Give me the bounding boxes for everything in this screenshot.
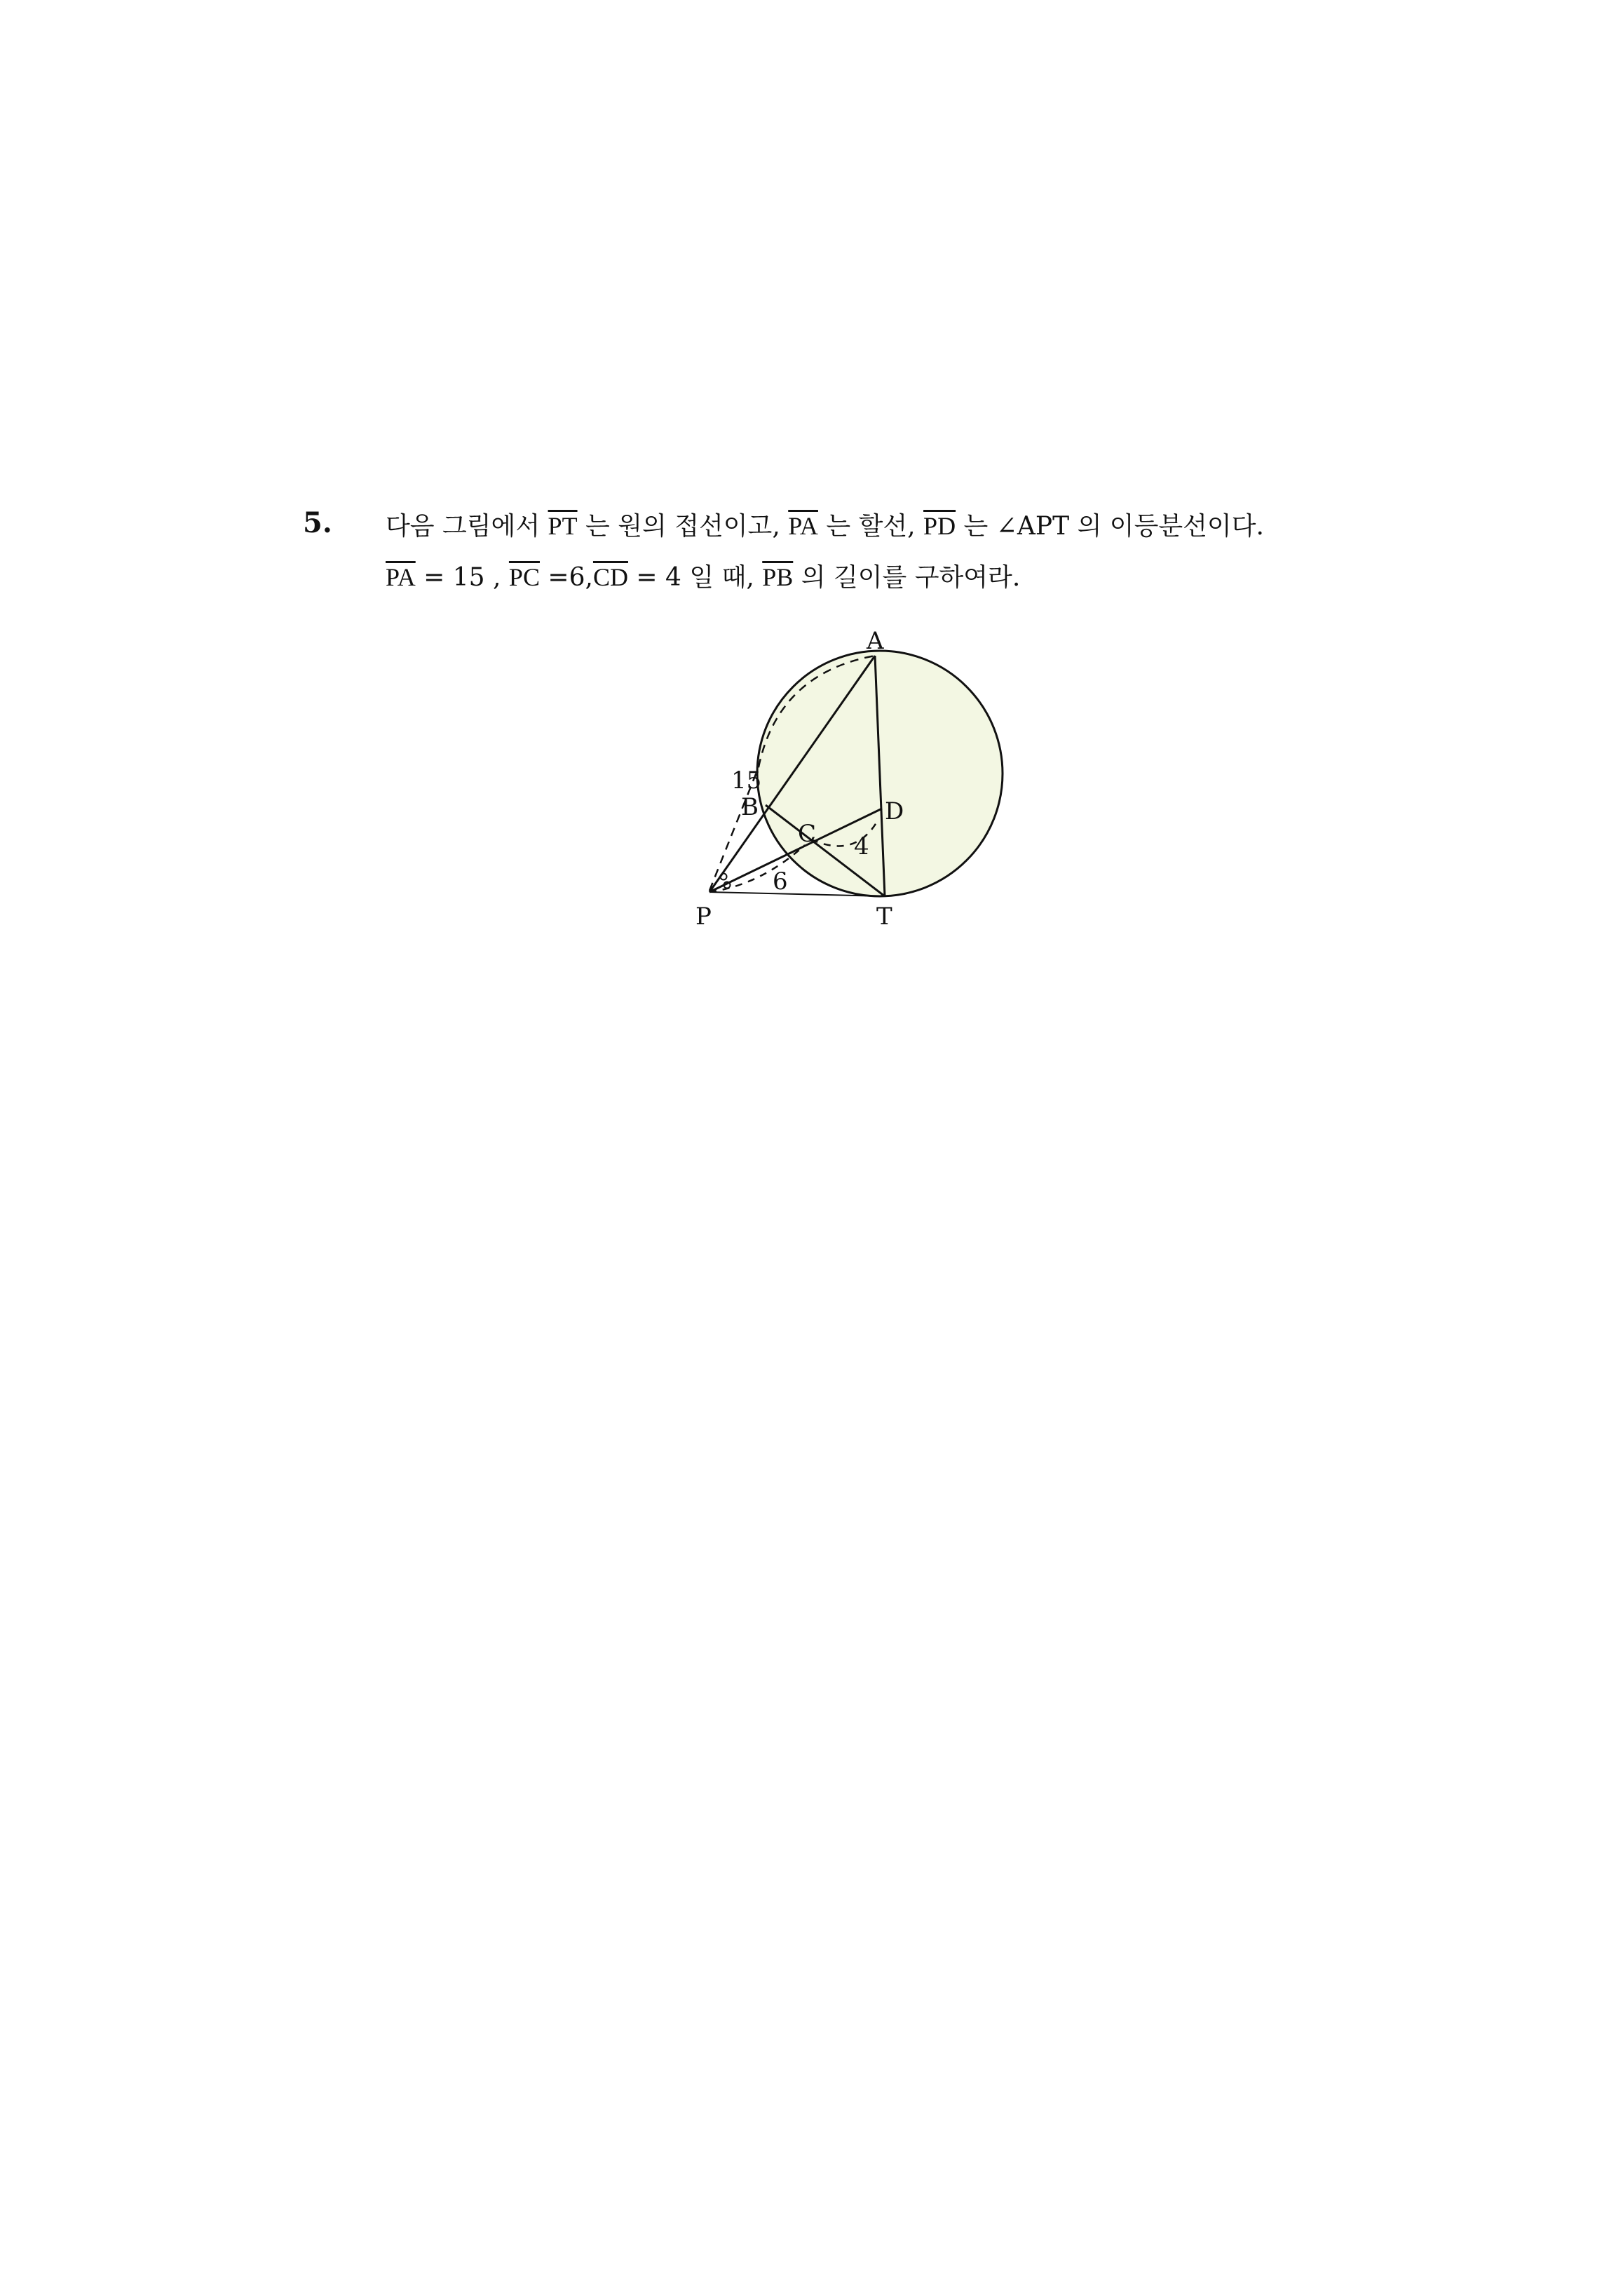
statement-text: 다음 그림에서	[386, 512, 548, 541]
statement-text: 는 할선,	[817, 512, 924, 541]
label-c: C	[798, 820, 817, 848]
problem-statement-line-2	[386, 558, 1020, 593]
statement-text: 는 원의 접선이고,	[577, 512, 789, 541]
label-b: B	[741, 793, 759, 821]
statement-text: 는 ∠APT 의 이등분선이다.	[956, 512, 1264, 541]
segment-name: $\overline{PT}$	[548, 512, 578, 540]
label-length-pc: 6	[773, 867, 788, 896]
segment-name: $\overline{PC}$	[508, 563, 540, 591]
statement-text: = 15 ,	[415, 563, 509, 592]
problem-statement-line-1	[386, 506, 1264, 542]
segment-name: $\overline{PA}$	[386, 563, 416, 591]
segment-name: $\overline{PD}$	[923, 512, 956, 540]
segment-name: $\overline{PA}$	[788, 512, 818, 540]
label-p: P	[695, 903, 712, 931]
geometry-figure	[673, 617, 1038, 940]
label-a: A	[867, 627, 884, 655]
segment-name: $\overline{PB}$	[762, 563, 794, 591]
label-length-cd: 4	[854, 832, 869, 860]
statement-text: 의 길이를 구하여라.	[793, 563, 1021, 592]
segment-name: $\overline{CD}$	[592, 563, 628, 591]
label-t: T	[876, 903, 892, 931]
label-length-pa: 15	[731, 767, 762, 795]
statement-text: = 4 일 때,	[627, 563, 763, 592]
label-d: D	[885, 797, 904, 825]
statement-text: =6,	[539, 563, 593, 592]
problem-number: 5.	[303, 506, 332, 539]
